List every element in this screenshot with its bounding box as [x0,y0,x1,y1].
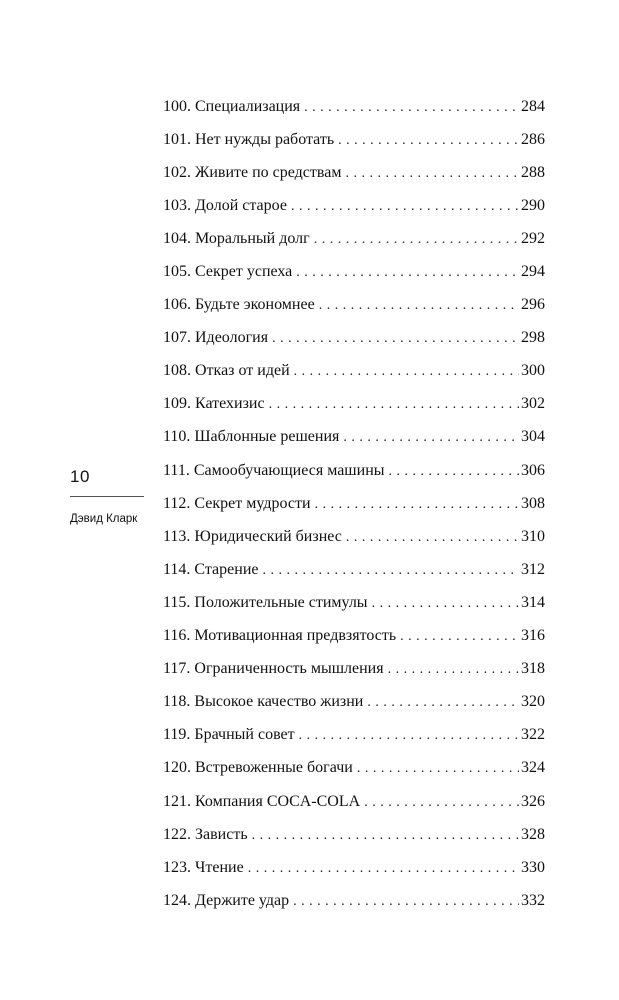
divider-rule [70,496,144,497]
toc-entry-page-number: 324 [521,759,545,777]
toc-entry [163,454,545,487]
dot-leader [294,365,519,381]
page-number: 10 [70,467,90,486]
dot-leader [293,895,519,911]
toc-entry [163,123,545,156]
toc-entry-title: 103. Долой старое [163,196,287,214]
dot-leader [296,266,519,282]
toc-entry-page-number: 330 [521,858,545,876]
toc-entry [163,487,545,520]
dot-leader [291,200,519,216]
toc-entry-page-number: 308 [521,494,545,512]
toc-entry-title: 106. Будьте экономнее [163,296,315,314]
toc-entry-page-number: 290 [521,196,545,214]
toc-entry [163,222,545,255]
toc-entry-page-number: 312 [521,560,545,578]
toc-entry [163,653,545,686]
dot-leader [248,862,519,878]
toc-entry-title: 117. Ограниченность мышления [163,660,384,678]
toc-entry [163,421,545,454]
dot-leader [252,829,519,845]
dot-leader [389,465,520,481]
toc-entry-title: 118. Высокое качество жизни [163,693,364,711]
dot-leader [304,101,519,117]
toc-entry-title: 101. Нет нужды работать [163,130,335,148]
toc-entry [163,884,545,917]
toc-entry-page-number: 288 [521,163,545,181]
toc-entry [163,686,545,719]
toc-entry [163,851,545,884]
toc-entry-page-number: 318 [521,660,545,678]
toc-entry-title: 108. Отказ от идей [163,362,290,380]
toc-entry [163,520,545,553]
toc-entry-title: 115. Положительные стимулы [163,593,368,611]
dot-leader [400,630,519,646]
dot-leader [315,498,519,514]
dot-leader [314,233,519,249]
toc-entry-title: 107. Идеология [163,329,269,347]
toc-entry-title: 123. Чтение [163,858,244,876]
toc-entry-title: 110. Шаблонные решения [163,428,340,446]
toc-entry-page-number: 310 [521,527,545,545]
toc-entry-title: 113. Юридический бизнес [163,527,342,545]
toc-entry-page-number: 314 [521,593,545,611]
toc-entry-title: 116. Мотивационная предвзятость [163,627,397,645]
running-header-author: Дэвид Кларк [70,513,138,525]
toc-entry-title: 100. Специализация [163,97,301,115]
toc-entry [163,388,545,421]
toc-entry-page-number: 328 [521,825,545,843]
toc-entry [163,189,545,222]
toc-entry-page-number: 294 [521,263,545,281]
dot-leader [364,796,519,812]
toc-entry-page-number: 298 [521,329,545,347]
toc-entry-title: 109. Катехизис [163,395,265,413]
toc-entry [163,355,545,388]
dot-leader [299,729,519,745]
toc-entry-title: 124. Держите удар [163,891,290,909]
dot-leader [269,398,519,414]
toc-entry-page-number: 302 [521,395,545,413]
toc-entry-page-number: 306 [521,461,545,479]
toc-entry-title: 119. Брачный совет [163,726,295,744]
toc-entry-page-number: 304 [521,428,545,446]
toc-entry-title: 114. Старение [163,560,259,578]
dot-leader [319,299,519,315]
toc-entry-title: 122. Зависть [163,825,248,843]
dot-leader [343,431,519,447]
toc-entry-title: 112. Секрет мудрости [163,494,311,512]
table-of-contents [163,90,545,917]
toc-entry-title: 104. Моральный долг [163,229,310,247]
toc-entry [163,90,545,123]
toc-entry-title: 102. Живите по средствам [163,163,342,181]
toc-entry-page-number: 292 [521,229,545,247]
toc-entry-page-number: 320 [521,693,545,711]
toc-entry-title: 111. Самообучающиеся машины [163,461,385,479]
dot-leader [262,564,519,580]
toc-entry [163,255,545,288]
dot-leader [367,696,519,712]
toc-entry [163,785,545,818]
toc-entry [163,156,545,189]
toc-entry [163,322,545,355]
dot-leader [345,167,519,183]
dot-leader [372,597,519,613]
dot-leader [346,531,519,547]
toc-entry [163,752,545,785]
toc-entry-title: 105. Секрет успеха [163,263,293,281]
toc-entry-page-number: 316 [521,627,545,645]
toc-entry-page-number: 326 [521,792,545,810]
toc-entry-title: 121. Компания COCA-COLA [163,792,361,810]
toc-entry-page-number: 300 [521,362,545,380]
toc-entry [163,586,545,619]
dot-leader [338,134,519,150]
toc-entry-page-number: 322 [521,726,545,744]
dot-leader [357,762,519,778]
toc-entry [163,620,545,653]
toc-entry-page-number: 286 [521,130,545,148]
toc-entry [163,289,545,322]
toc-entry [163,818,545,851]
toc-entry-page-number: 332 [521,891,545,909]
toc-entry [163,719,545,752]
toc-entry-page-number: 296 [521,296,545,314]
toc-entry [163,553,545,586]
toc-entry-title: 120. Встревоженные богачи [163,759,353,777]
dot-leader [272,332,519,348]
toc-entry-page-number: 284 [521,97,545,115]
dot-leader [388,663,519,679]
